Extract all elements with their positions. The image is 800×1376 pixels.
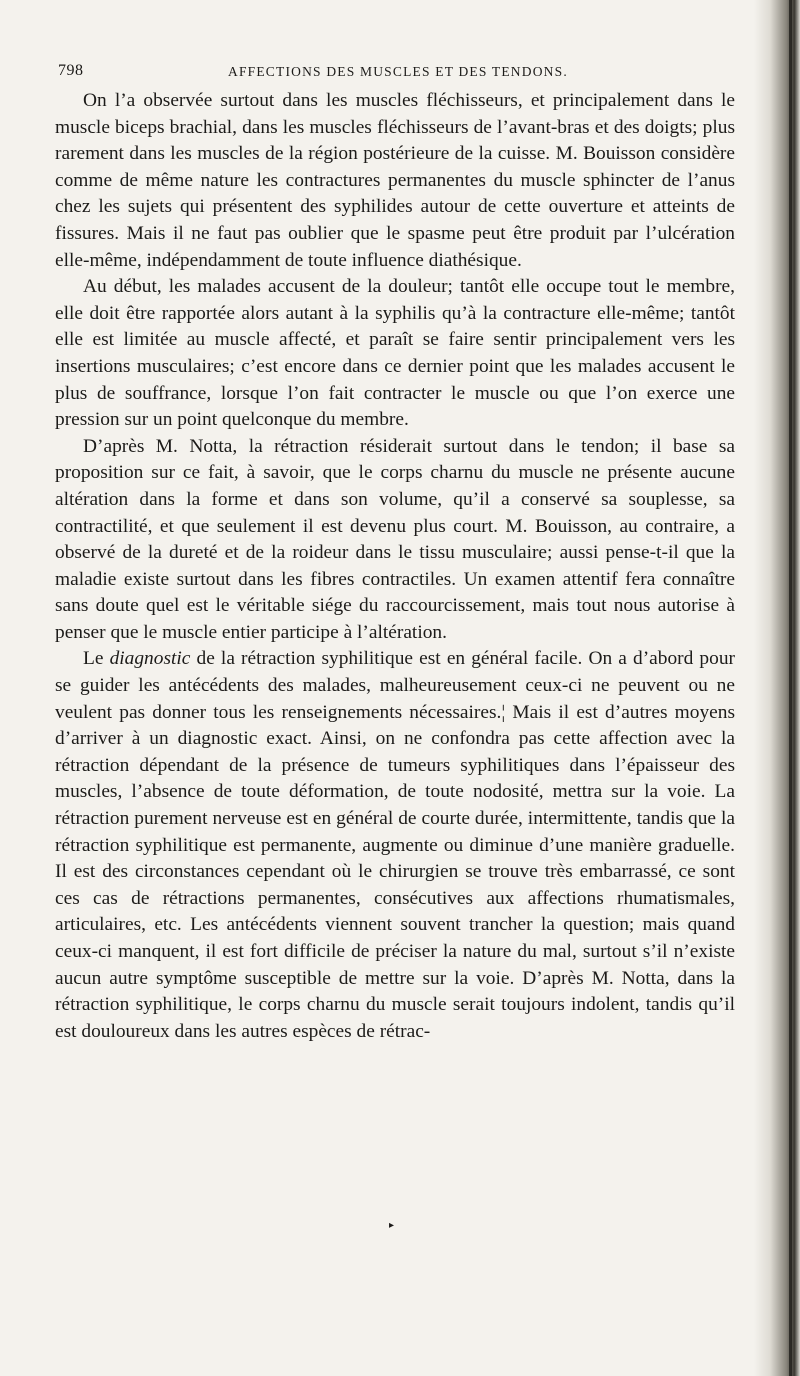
binding-line [789,0,792,1376]
paragraph-2: Au début, les malades accusent de la douleur; tantôt elle occupe tout le membre, elle doit être rapportée alors autant à la syphilis qu’à la contracture elle-même; tantôt elle est limitée au muscle affecté, et paraît se faire sentir principalement vers les insertions musculaires; c’est encore dans ce dernier point que les malades accusent le plus de souffrance, lorsque l’on fait contracter le muscle ou que l’on exerce une pression sur un point quelconque du membre. [55,276,735,431]
page-number: 798 [58,62,84,79]
paragraph-4-lead: Le [83,648,110,670]
diagnostic-term: diagnostic [109,648,191,670]
body-text [55,88,735,1045]
paragraph-4 [55,646,735,1045]
page-binding-edge [754,0,800,1376]
page-header [58,62,748,84]
paragraph-1: On l’a observée surtout dans les muscles fléchisseurs, et principalement dans le muscle biceps brachial, dans les muscles fléchisseurs de l’avant-bras et des doigts; plus rarement dans les muscles de la région postérieure de la cuisse. M. Bouisson considère comme de même nature les contractures permanentes du muscle sphincter de l’anus chez les sujets qui présentent des syphilides autour de cette ouverture et atteints de fissures. Mais il ne faut pas oublier que le spasme peut être produit par l’ulcération elle-même, indépendamment de toute influence diathésique. [55,90,735,271]
running-head: AFFECTIONS DES MUSCLES ET DES TENDONS. [228,64,568,79]
footer-ornament: ▸ [389,1220,395,1231]
paragraph-4-text: de la rétraction syphilitique est en général facile. On a d’abord pour se guider les antécédents des malades, malheureusement ceux-ci ne peuvent ou ne veulent pas donner tous les renseignements nécessaires.¦ Mais il est d’autres moyens d’arriver à un diagnostic exact. Ainsi, on ne confondra pas cette affection avec la rétraction dépendant de la présence de tumeurs syphilitiques dans l’épaisseur des muscles, l’absence de toute déformation, de toute nodosité, mettra sur la voie. La rétraction purement nerveuse est en général de courte durée, intermittente, tandis que la rétraction syphilitique est permanente, augmente ou diminue d’une manière graduelle. Il est des circonstances cependant où le chirurgien se trouve très embarrassé, ce sont ces cas de rétractions permanentes, consécutives aux affections rhumatismales, articulaires, etc. Les antécédents viennent souvent trancher la question; mais quand ceux-ci manquent, il est fort difficile de préciser la nature du mal, surtout s’il n’existe aucun autre symptôme susceptible de mettre sur la voie. D’après M. Notta, dans la rétraction syphilitique, le corps charnu du muscle serait toujours indolent, tandis qu’il est douloureux dans les autres espèces de rétrac- [55,648,735,1042]
paragraph-3: D’après M. Notta, la rétraction résiderait surtout dans le tendon; il base sa proposition sur ce fait, à savoir, que le corps charnu du muscle ne présente aucune altération dans la forme et dans son volume, qu’il a conservé sa souplesse, sa contractilité, et que seulement il est devenu plus court. M. Bouisson, au contraire, a observé de la dureté et de la roideur dans le tissu musculaire; aussi pense-t-il que la maladie existe surtout dans les fibres contractiles. Un examen attentif fera connaître sans doute quel est le véritable siége du raccourcissement, mais tout nous autorise à penser que le muscle entier participe à l’altération. [55,435,735,643]
